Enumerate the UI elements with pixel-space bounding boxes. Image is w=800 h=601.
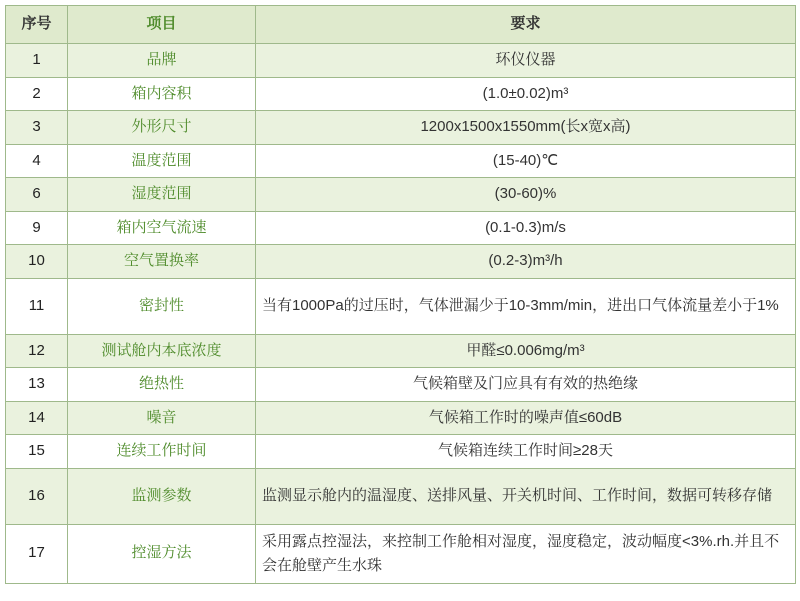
spec-sheet: [0, 5, 800, 601]
cell-no: 11: [6, 278, 68, 334]
table-row: [6, 111, 796, 145]
table-row: [6, 401, 796, 435]
cell-item: 品牌: [68, 44, 256, 78]
cell-item: 测试舱内本底浓度: [68, 334, 256, 368]
cell-no: 15: [6, 435, 68, 469]
table-row: [6, 77, 796, 111]
cell-item: 外形尺寸: [68, 111, 256, 145]
table-body: [6, 44, 796, 584]
cell-no: 9: [6, 211, 68, 245]
cell-requirement: (0.1-0.3)m/s: [256, 211, 796, 245]
cell-no: 13: [6, 368, 68, 402]
table-row: [6, 245, 796, 279]
cell-requirement: 甲醛≤0.006mg/m³: [256, 334, 796, 368]
table-row: [6, 524, 796, 583]
table-row: [6, 278, 796, 334]
cell-no: 16: [6, 468, 68, 524]
cell-requirement: 监测显示舱内的温湿度、送排风量、开关机时间、工作时间，数据可转移存储: [256, 468, 796, 524]
cell-item: 绝热性: [68, 368, 256, 402]
cell-requirement: 气候箱壁及门应具有有效的热绝缘: [256, 368, 796, 402]
cell-item: 密封性: [68, 278, 256, 334]
cell-item: 湿度范围: [68, 178, 256, 212]
column-header-item: 项目: [68, 6, 256, 44]
cell-item: 空气置换率: [68, 245, 256, 279]
specification-table: [5, 5, 796, 584]
cell-requirement: 采用露点控湿法，来控制工作舱相对湿度，湿度稳定，波动幅度<3%.rh.并且不会在舱壁产生水珠: [256, 524, 796, 583]
cell-item: 箱内空气流速: [68, 211, 256, 245]
cell-requirement: 1200x1500x1550mm(长x宽x高): [256, 111, 796, 145]
table-row: [6, 178, 796, 212]
column-header-no: 序号: [6, 6, 68, 44]
cell-no: 12: [6, 334, 68, 368]
cell-no: 17: [6, 524, 68, 583]
cell-item: 监测参数: [68, 468, 256, 524]
table-row: [6, 468, 796, 524]
table-row: [6, 368, 796, 402]
cell-item: 箱内容积: [68, 77, 256, 111]
cell-no: 1: [6, 44, 68, 78]
cell-requirement: 当有1000Pa的过压时，气体泄漏少于10-3mm/min，进出口气体流量差小于1%: [256, 278, 796, 334]
cell-requirement: (30-60)%: [256, 178, 796, 212]
cell-no: 14: [6, 401, 68, 435]
bottom-spacer: [0, 584, 800, 596]
cell-no: 4: [6, 144, 68, 178]
table-row: [6, 435, 796, 469]
cell-requirement: (0.2-3)m³/h: [256, 245, 796, 279]
cell-requirement: (1.0±0.02)m³: [256, 77, 796, 111]
cell-item: 连续工作时间: [68, 435, 256, 469]
table-header-row: [6, 6, 796, 44]
cell-no: 6: [6, 178, 68, 212]
cell-item: 温度范围: [68, 144, 256, 178]
cell-no: 2: [6, 77, 68, 111]
cell-requirement: 气候箱连续工作时间≥28天: [256, 435, 796, 469]
table-header: [6, 6, 796, 44]
table-row: [6, 144, 796, 178]
column-header-requirement: 要求: [256, 6, 796, 44]
cell-item: 控湿方法: [68, 524, 256, 583]
cell-requirement: 气候箱工作时的噪声值≤60dB: [256, 401, 796, 435]
cell-no: 3: [6, 111, 68, 145]
cell-requirement: (15-40)℃: [256, 144, 796, 178]
table-row: [6, 211, 796, 245]
table-row: [6, 334, 796, 368]
cell-no: 10: [6, 245, 68, 279]
table-row: [6, 44, 796, 78]
cell-item: 噪音: [68, 401, 256, 435]
cell-requirement: 环仪仪器: [256, 44, 796, 78]
